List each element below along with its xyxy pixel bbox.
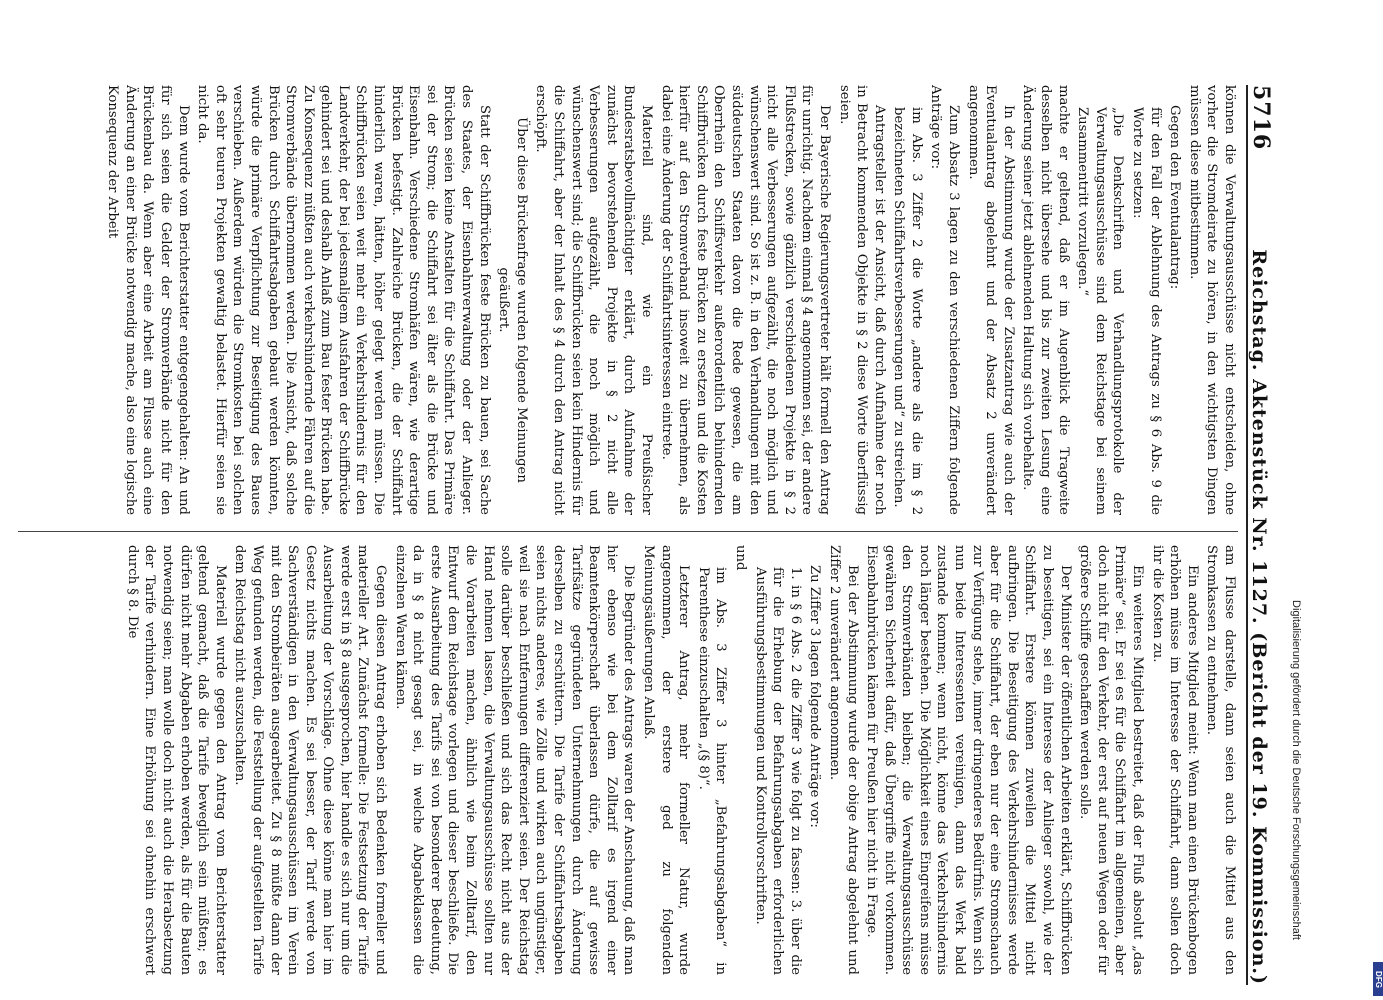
paragraph: Materiell sind, wie ein Preußischer Bundesratsbevollmächtigter erklärt, durch Aufnahme der zunächst bevorstehenden Projekte in § 2 nicht alle Verbesserungen aufgezählt, die noch möglich und wünschenswert sind; die Schiffbrücken seien kein Hindernis für die Schiffahrt, aber der Inhalt des § 4 durch den Antrag nicht erschöpft. <box>533 85 654 515</box>
column-divider <box>18 531 1238 532</box>
digitization-note: Digitalisierung gefördert durch die Deutsche Forschungsgemeinschaft <box>1290 600 1302 940</box>
paragraph: Gegen den Eventualantrag: <box>1167 105 1183 290</box>
left-column <box>18 85 1238 515</box>
paragraph: Ein anderes Mitglied meint: Wenn man einen Brückenbogen erhöhen müsse im Interesse der Schiffahrt, dann sollen doch ihr die Kosten zu. <box>1149 545 1200 975</box>
right-column <box>18 545 1238 975</box>
page-number: 5716 <box>1248 85 1274 151</box>
dfg-logo-text: DFG <box>1373 970 1383 988</box>
paragraph: am Flusse darstelle, dann seien auch die Mittel aus den Stromkassen zu entnehmen. <box>1204 545 1237 975</box>
paragraph: Bei der Abstimmung wurde der obige Antrag abgelehnt und Ziffer 2 unverändert angenommen. <box>826 545 860 975</box>
paragraph: Ein weiteres Mitglied bestreitet, daß der Fluß absolut „das Primäre“ sei. Er sei es für die Schiffahrt im allgemeinen, aber doch nicht für den Verkehr, der erst auf neuen Wegen oder für größere Schiffe geschaffen werden solle. <box>1077 545 1146 975</box>
paragraph: Über diese Brückenfrage wurden folgende Meinungen geäußert. <box>496 117 529 483</box>
page-title: Reichstag. Aktenstück Nr. 1127. (Bericht der 19. Kommission.) <box>1248 249 1270 985</box>
page-header <box>1246 85 1288 985</box>
paragraph: Der Minister der öffentlichen Arbeiten erklärt, Schiffbrücken zu beseitigen, sei ein Interesse der Anlieger sowohl, wie der Schiffahrt. Erstere können zuweilen die Mittel nicht aufbringen. Die Beseitigung des Verkehrshindernisses werde aber für die Schiffahrt, der eben nur der eine Stromschauch zur Verfügung stehe, immer dringenderes Bedürfnis. Wenn sich nun beide Interessenten vereinigen, dann das Werk bald zustande kommen; wenn nicht, könne das Verkehrshindernis noch länger bestehen. Die Möglichkeit eines Eingreifens müsse den Stromverbänden bleiben; die Verwaltungsausschüsse gewähren Sicherheit dafür, daß Übergriffe nicht vorkommen. Eisenbahnbrücken kämen für Preußen hier nicht in Frage. <box>864 545 1073 975</box>
paragraph: 1. in § 6 Abs. 2 die Ziffer 3 wie folgt zu fassen: 3. über die für die Erhebung der Befahrungsabgaben erforderlichen Ausführungsbestimmungen und Kontrollvorschriften. <box>752 567 803 975</box>
dfg-logo <box>1373 962 1383 996</box>
paragraph: im Abs. 3 Ziffer 2 die Worte „andere als die im § 2 bezeichneten Schiffahrtsverbesserungen und“ zu streichen. <box>891 107 924 515</box>
paragraph: Statt der Schiffbrücken feste Brücken zu bauen, sei Sache des Staates, der Eisenbahnverwaltung oder der Anlieger. Brücken seien keine Anstalten für die Schiffahrt. Das Primäre sei der Strom; die Schiffahrt sei älter als die Brücke und Eisenbahn. Verschiedene Stromhäfen wären, wie derartige Brücken befestigt. Zahlreiche Brücken, die der Schiffahrt hinderlich waren, hätten, höher gelegt werden müssen. Die Schiffbrücken seien weit mehr ein Verkehrshindernis für den Landverkehr, der bei jedesmaligem Ausfahren der Schiffbrücke gehindert sei und deshalb Anlaß zum Bau fester Brücken habe. Zu Konsequenz müßten auch verkehrshindernde Fähren auf die Stromverbände übernommen werden. Die Ansicht, daß solche Brücken durch Schiffahrtsabgaben gebaut werden könnten, würde die primäre Verpflichtung zur Beseitigung des Baues verschieben. Außerdem würden die Stromkosten bei solchen oft sehr teuren Projekten gewaltig belastet. Hierfür seien sie nicht da. <box>195 85 492 515</box>
paragraph: und <box>732 545 748 571</box>
paragraph: können die Verwaltungsausschüsse nicht entscheiden, ohne vorher die Stromdeirate zu hören, in den wichtigsten Dingen müssen diese mitbestimmen. <box>1186 85 1237 515</box>
paragraph: Der Bayerische Regierungsvertreter hält formell den Antrag für unrichtig. Nachdem einmal § 4 angenommen sei, der andere Flußstrecken, sowie gänzlich verschiedenen Projekte in § 2 nicht alle Verbesserungen aufgezählt, die noch möglich und wünschenswert sind. So ist z. B. in den Verhandlungen mit den süddeutschen Staaten davon die Rede gewesen, die am Oberrhein den Schiffsverkehr außerordentlich behindernden Schiffbrücken durch feste Brücken zu ersetzen und die Kosten hierfür auf den Stromverband insoweit zu übernehmen, als dabei eine Änderung der Schiffahrtsinteressen eintrete. <box>658 85 832 515</box>
paragraph: Zum Absatz 3 lagen zu den verschiedenen Ziffern folgende Anträge vor: <box>928 85 962 515</box>
paragraph: In der Abstimmung wurde der Zusatzantrag wie auch der Eventualantrag abgelehnt und der Absatz 2 unverändert angenommen. <box>965 85 1016 515</box>
paragraph: im Abs. 3 Ziffer 3 hinter „Befahrungsabgaben“ in Parenthese einzuschalten „(§ 8)“. <box>695 567 729 975</box>
text-columns <box>18 85 1238 985</box>
paragraph: Materiell wurde gegen den Antrag vom Berichterstatter geltend gemacht, daß die Tarife beweglich sein müßten; es dürfen nicht mehr Abgaben erhoben werden, als für die Bauten notwendig seien; man wolle doch nicht auch die Herabsetzung der Tarife verhindern. Eine Erhöhung sei ohnehin erschwert durch § 8. Die <box>124 545 228 975</box>
paragraph: Dem wurde vom Berichterstatter entgegengehalten: An und für sich seien die Gelder der Stromverbände nicht für den Brückenbau da. Wenn aber eine Arbeit am Flusse auch eine Änderung an einer Brücke notwendig mache, also eine logische Konsequenz der Arbeit <box>105 85 191 515</box>
paragraph: Zu Ziffer 3 lagen folgende Anträge vor: <box>807 565 823 828</box>
paragraph: Antragsteller ist der Ansicht, daß durch Aufnahme der noch in Betracht kommenden Objekte in § 2 diese Worte überflüssig seien. <box>836 85 887 515</box>
paragraph: für den Fall der Ablehnung des Antrags zu § 6 Abs. 9 die Worte zu setzen: <box>1130 107 1163 515</box>
paragraph: Gegen diesen Antrag erhoben sich Bedenken formeller und materieller Art. Zunächst formelle: Die Festsetzung der Tarife werde erst in § 8 ausgesprochen, hier handle es sich nur um die Ausarbeitung der Vorschläge. Ohne diese könne man hier im Gesetz nichts machen. Es sei besser, der Tarif werde von Sachverständigen in den Verwaltungsausschüssen im Verein mit den Strombeiräten ausgearbeitet. Zu § 8 müßte dann der Weg gefunden werden, die Feststellung der aufgestellten Tarife dem Reichstag nicht auszuschalten. <box>232 545 389 975</box>
paragraph: machte er geltend, daß er im Augenblick die Tragweite desselben nicht übersehe und bis zur zweiten Lesung eine Änderung seiner jetzt ablehnenden Haltung sich vorbehalte. <box>1020 85 1071 515</box>
paragraph: „Die Denkschriften und Verhandlungsprotokolle der Verwaltungsausschüsse sind dem Reichstage bei seinem Zusammentritt vorzulegen.“ <box>1075 107 1126 515</box>
paragraph: Letzterer Antrag, mehr formeller Natur, wurde angenommen, der erstere ged zu folgenden Meinungsäußerungen Anlaß. <box>641 545 692 975</box>
paragraph: Die Begründer des Antrags waren der Anschauung, daß man hier ebenso wie bei dem Zolltarif es irgend einer Beamtenkörperschaft überlassen dürfe, die auf gewisse Tarifsätze gegründeten Unternehmungen durch Änderung derselben zu erschüttern. Die Tarife der Schiffahrtsabgaben seien nichts anderes, wie Zölle und wirken auch ungünstiger, weil sie nach Entfernungen differenziert seien. Der Reichstag solle darüber beschließen und sich das Recht nicht aus der Hand nehmen lassen, die Verwaltungsausschüsse sollten nur die Vorarbeiten machen, ähnlich wie beim Zolltarif, den Entwurf dem Reichstage vorlegen und dieser beschließe. Die erste Ausarbeitung des Tarifs sei von besonderer Bedeutung, da in § 8 nicht gesagt sei, in welche Abgabeklassen die einzelnen Waren kämen. <box>392 545 637 975</box>
